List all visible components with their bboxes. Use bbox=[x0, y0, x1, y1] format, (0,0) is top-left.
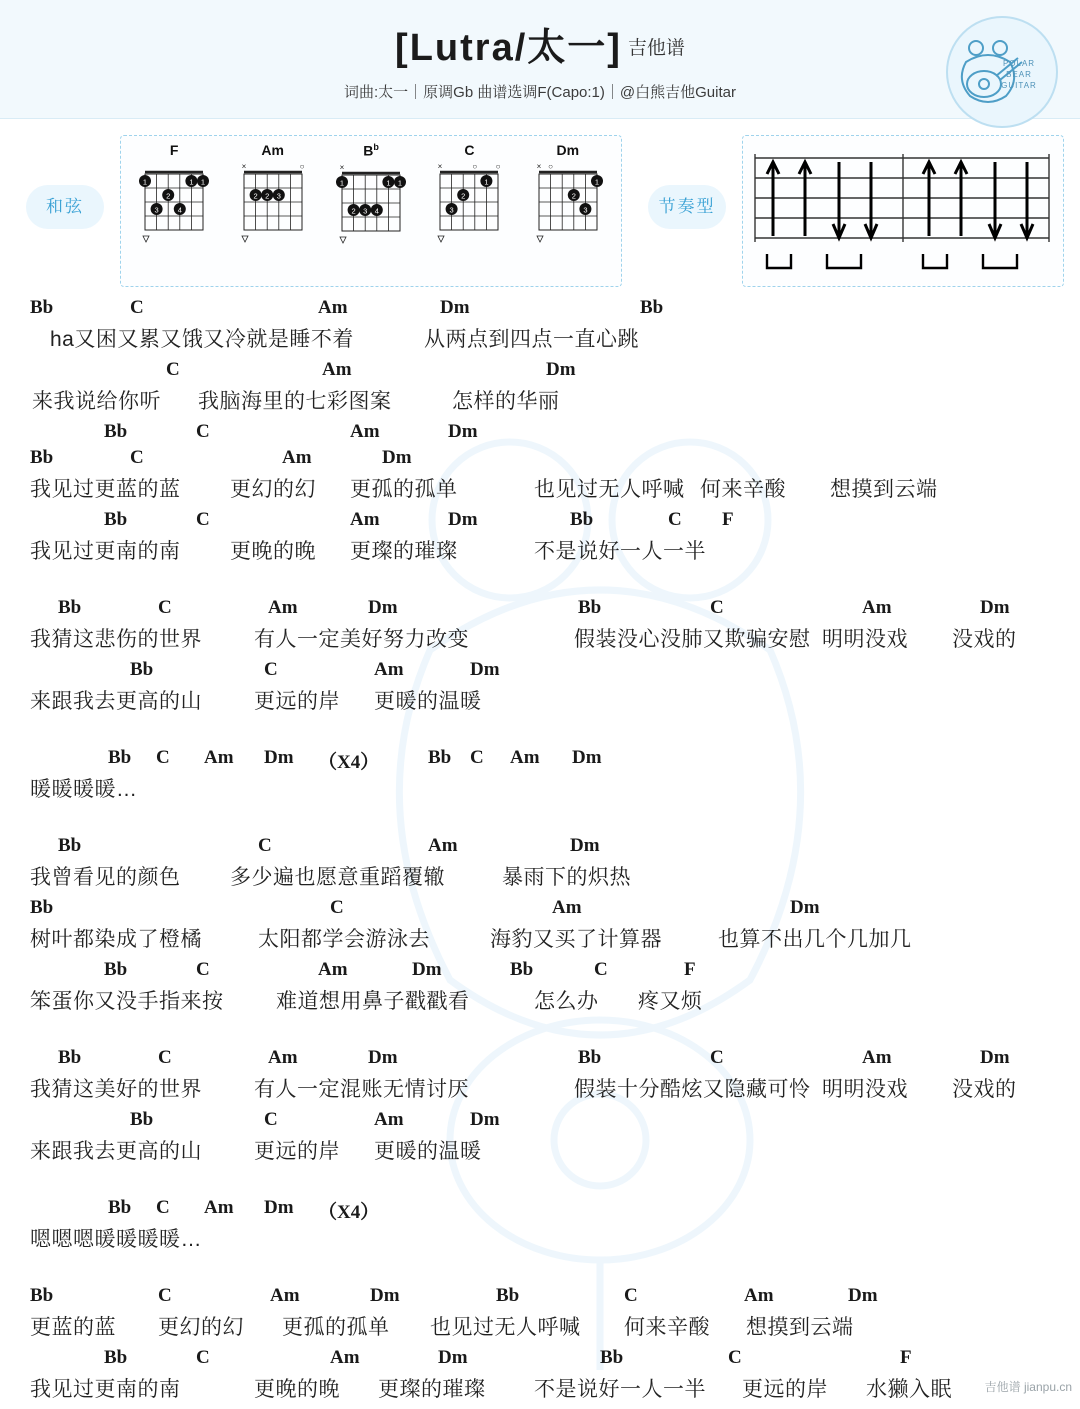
lyric-segment: 更幻的幻 bbox=[158, 1316, 244, 1339]
chord-symbol: C bbox=[158, 1285, 172, 1306]
chord-symbol: Dm bbox=[790, 897, 820, 918]
svg-text:○: ○ bbox=[299, 162, 305, 171]
lyric-segment: 更孤的孤单 bbox=[282, 1316, 390, 1339]
chord-symbol: Am bbox=[510, 747, 540, 768]
chord-grid bbox=[223, 160, 321, 261]
lyric-segment: 暴雨下的炽热 bbox=[502, 866, 631, 889]
lyric-line bbox=[0, 1311, 1080, 1347]
chord-symbol: Bb bbox=[108, 1197, 132, 1218]
chord-symbol: Bb bbox=[104, 421, 128, 442]
sheet-spacer bbox=[0, 571, 1080, 597]
chord-symbol: Am bbox=[330, 1347, 360, 1368]
lyric-segment: 更晚的晚 bbox=[230, 540, 316, 563]
chord-symbol: C bbox=[668, 509, 682, 530]
chord-symbol: C bbox=[258, 835, 272, 856]
chord-line bbox=[0, 835, 1080, 861]
chord-line bbox=[0, 297, 1080, 323]
lyric-segment: 难道想用鼻子戳戳看 bbox=[276, 990, 470, 1013]
chord-symbol: C bbox=[196, 959, 210, 980]
chord-symbol: Bb bbox=[108, 747, 132, 768]
chord-symbol: Am bbox=[862, 597, 892, 618]
chord-symbol: Bb bbox=[58, 1047, 82, 1068]
lyric-segment: 明明没戏 bbox=[822, 1078, 908, 1101]
lyric-line bbox=[0, 1223, 1080, 1259]
chord-symbol: Bb bbox=[30, 897, 54, 918]
lyric-line bbox=[0, 323, 1080, 359]
lyric-segment: 暖暖暖暖… bbox=[30, 778, 138, 801]
chord-symbol: C bbox=[156, 747, 170, 768]
chord-symbol: Am bbox=[318, 959, 348, 980]
chord-symbol: Dm bbox=[470, 659, 500, 680]
svg-text:1: 1 bbox=[143, 177, 148, 187]
lyric-segment: ha又困又累又饿又冷就是睡不着 bbox=[50, 328, 354, 351]
sheet-spacer bbox=[0, 809, 1080, 835]
svg-text:2: 2 bbox=[571, 191, 576, 201]
chord-symbol: Dm bbox=[848, 1285, 878, 1306]
chord-diagram-box bbox=[120, 135, 622, 287]
lyric-line bbox=[0, 385, 1080, 421]
chord-symbol: Dm bbox=[264, 747, 294, 768]
chord-line bbox=[0, 897, 1080, 923]
lyric-segment: 想摸到云端 bbox=[830, 478, 938, 501]
brand-logo-text: POLAR BEAR GUITAR bbox=[1001, 59, 1037, 90]
chord-symbol: C bbox=[158, 597, 172, 618]
chord-symbol: Am bbox=[862, 1047, 892, 1068]
lyric-segment: 没戏的 bbox=[952, 1078, 1017, 1101]
chord-symbol: Bb bbox=[428, 747, 452, 768]
lyric-segment: 从两点到四点一直心跳 bbox=[424, 328, 639, 351]
chord-symbol: Dm bbox=[412, 959, 442, 980]
chord-symbol: C bbox=[156, 1197, 170, 1218]
chord-symbol: Am bbox=[428, 835, 458, 856]
chord-symbol: Bb bbox=[496, 1285, 520, 1306]
svg-text:×: × bbox=[241, 162, 246, 171]
lyric-segment: 假装没心没肺又欺骗安慰 bbox=[574, 628, 811, 651]
sheet-spacer bbox=[0, 1259, 1080, 1285]
chord-diagram-f bbox=[125, 142, 223, 262]
chord-symbol: Bb bbox=[58, 597, 82, 618]
rhythm-section-tag: 节奏型 bbox=[648, 185, 726, 229]
chord-name: F bbox=[169, 142, 179, 158]
lyric-segment: 更远的岸 bbox=[742, 1378, 828, 1401]
chord-symbol: Bb bbox=[30, 297, 54, 318]
brand-logo bbox=[946, 16, 1058, 128]
chord-symbol: Dm bbox=[368, 597, 398, 618]
chord-line bbox=[0, 1285, 1080, 1311]
chord-symbol: C bbox=[166, 359, 180, 380]
footer-credit: 吉他谱 jianpu.cn bbox=[984, 1380, 1072, 1394]
chord-symbol: Dm bbox=[264, 1197, 294, 1218]
chord-diagram-c bbox=[420, 142, 518, 262]
svg-text:3: 3 bbox=[363, 206, 368, 216]
lyric-segment: 更璨的璀璨 bbox=[378, 1378, 486, 1401]
lyric-segment: 我脑海里的七彩图案 bbox=[198, 390, 392, 413]
svg-text:1: 1 bbox=[339, 178, 345, 188]
lyric-segment: 疼又烦 bbox=[638, 990, 703, 1013]
lyric-segment: 海豹又买了计算器 bbox=[490, 928, 662, 951]
lyric-segment: 没戏的 bbox=[952, 628, 1017, 651]
chord-line bbox=[0, 359, 1080, 385]
chord-symbol: Bb bbox=[104, 959, 128, 980]
lyric-segment: 也算不出几个几加几 bbox=[718, 928, 912, 951]
chord-grid bbox=[125, 160, 223, 261]
chord-symbol: Am bbox=[350, 421, 380, 442]
chord-grid bbox=[322, 161, 420, 262]
lyric-segment: 更蓝的蓝 bbox=[30, 1316, 116, 1339]
svg-text:1: 1 bbox=[397, 178, 403, 188]
chord-symbol: Am bbox=[268, 1047, 298, 1068]
svg-text:○: ○ bbox=[548, 162, 553, 171]
svg-text:1: 1 bbox=[594, 177, 599, 187]
svg-text:×: × bbox=[438, 162, 443, 171]
chord-symbol: C bbox=[624, 1285, 638, 1306]
lyric-segment: 怎样的华丽 bbox=[452, 390, 560, 413]
chord-symbol: F bbox=[722, 509, 734, 530]
title-block bbox=[0, 0, 1080, 71]
chord-symbol: （X4） bbox=[318, 1202, 380, 1223]
chord-symbol: Bb bbox=[130, 1109, 154, 1130]
chord-symbol: Bb bbox=[104, 509, 128, 530]
lyric-line bbox=[0, 1073, 1080, 1109]
chord-line bbox=[0, 421, 1080, 447]
chord-line bbox=[0, 1197, 1080, 1223]
lyric-segment: 有人一定美好努力改变 bbox=[254, 628, 469, 651]
chord-line bbox=[0, 447, 1080, 473]
chord-symbol: Am bbox=[744, 1285, 774, 1306]
chord-symbol: Am bbox=[350, 509, 380, 530]
lyric-segment: 我猜这悲伤的世界 bbox=[30, 628, 202, 651]
lyric-segment: 多少遍也愿意重蹈覆辙 bbox=[230, 866, 445, 889]
chord-symbol: Am bbox=[204, 1197, 234, 1218]
page-subtitle: 词曲:太一｜原调Gb 曲谱选调F(Capo:1)｜@白熊吉他Guitar bbox=[344, 84, 736, 101]
chord-symbol: Dm bbox=[382, 447, 412, 468]
lyric-line bbox=[0, 685, 1080, 721]
chord-symbol: Bb bbox=[600, 1347, 624, 1368]
lyric-line bbox=[0, 923, 1080, 959]
lyric-segment: 不是说好一人一半 bbox=[534, 540, 706, 563]
svg-text:2: 2 bbox=[253, 191, 258, 201]
svg-text:○: ○ bbox=[472, 162, 478, 171]
chord-symbol: Am bbox=[374, 1109, 404, 1130]
chord-symbol: Am bbox=[318, 297, 348, 318]
svg-text:1: 1 bbox=[484, 177, 489, 187]
lyric-segment: 嗯嗯嗯暖暖暖暖… bbox=[30, 1228, 202, 1251]
chord-symbol: Dm bbox=[448, 509, 478, 530]
chord-symbol: Bb bbox=[58, 835, 82, 856]
page-header bbox=[0, 0, 1080, 119]
chord-symbol: C bbox=[728, 1347, 742, 1368]
chord-symbol: Bb bbox=[510, 959, 534, 980]
lyric-line bbox=[0, 535, 1080, 571]
chord-line bbox=[0, 597, 1080, 623]
lyric-segment: 何来辛酸 bbox=[700, 478, 786, 501]
lyric-line bbox=[0, 861, 1080, 897]
svg-text:3: 3 bbox=[583, 205, 588, 215]
chord-line bbox=[0, 1109, 1080, 1135]
chord-symbol: Bb bbox=[578, 597, 602, 618]
lyric-segment: 来跟我去更高的山 bbox=[30, 1140, 202, 1163]
chord-symbol: C bbox=[330, 897, 344, 918]
chord-symbol: Dm bbox=[570, 835, 600, 856]
chord-symbol: Bb bbox=[30, 447, 54, 468]
lyric-segment: 也见过无人呼喊 bbox=[534, 478, 685, 501]
chord-symbol: Am bbox=[322, 359, 352, 380]
page-title: [Lutra/太一] bbox=[395, 27, 622, 69]
chord-symbol: C bbox=[710, 1047, 724, 1068]
lyric-segment: 不是说好一人一半 bbox=[534, 1378, 706, 1401]
chord-line bbox=[0, 659, 1080, 685]
svg-text:3: 3 bbox=[449, 205, 455, 215]
svg-text:2: 2 bbox=[264, 191, 269, 201]
lyric-line bbox=[0, 473, 1080, 509]
chord-symbol: C bbox=[264, 659, 278, 680]
sheet-spacer bbox=[0, 1171, 1080, 1197]
chord-name: C bbox=[464, 142, 475, 158]
lyric-segment: 我见过更蓝的蓝 bbox=[30, 478, 181, 501]
lyric-segment: 怎么办 bbox=[534, 990, 599, 1013]
lyric-segment: 更暖的温暖 bbox=[374, 1140, 482, 1163]
lyric-segment: 笨蛋你又没手指来按 bbox=[30, 990, 224, 1013]
lyric-segment: 想摸到云端 bbox=[746, 1316, 854, 1339]
chord-symbol: Bb bbox=[570, 509, 594, 530]
lyric-segment: 更晚的晚 bbox=[254, 1378, 340, 1401]
lyric-segment: 何来辛酸 bbox=[624, 1316, 710, 1339]
chord-symbol: Am bbox=[268, 597, 298, 618]
chord-symbol: Am bbox=[204, 747, 234, 768]
svg-text:1: 1 bbox=[386, 178, 391, 188]
lyric-segment: 更璨的璀璨 bbox=[350, 540, 458, 563]
chord-symbol: Am bbox=[374, 659, 404, 680]
chord-symbol: C bbox=[710, 597, 724, 618]
lyric-line bbox=[0, 623, 1080, 659]
lyric-segment: 我猜这美好的世界 bbox=[30, 1078, 202, 1101]
chord-symbol: Dm bbox=[546, 359, 576, 380]
chord-grid bbox=[420, 160, 518, 261]
lyric-segment: 更远的岸 bbox=[254, 690, 340, 713]
page-title-suffix: 吉他谱 bbox=[627, 38, 685, 59]
chord-symbol: Dm bbox=[368, 1047, 398, 1068]
chord-diagram-b bbox=[322, 142, 420, 262]
chord-symbol: C bbox=[264, 1109, 278, 1130]
chord-symbol: Dm bbox=[980, 1047, 1010, 1068]
chord-symbol: C bbox=[130, 297, 144, 318]
chord-symbol: Bb bbox=[640, 297, 664, 318]
chord-symbol: Bb bbox=[578, 1047, 602, 1068]
svg-text:4: 4 bbox=[374, 206, 379, 216]
lyric-segment: 我见过更南的南 bbox=[30, 1378, 181, 1401]
chord-symbol: Dm bbox=[980, 597, 1010, 618]
chord-symbol: Bb bbox=[30, 1285, 54, 1306]
strumming-pattern-icon bbox=[743, 136, 1061, 284]
lyric-segment: 假装十分酷炫又隐藏可怜 bbox=[574, 1078, 811, 1101]
lyric-segment: 更幻的幻 bbox=[230, 478, 316, 501]
chord-symbol: Dm bbox=[572, 747, 602, 768]
chord-symbol: Dm bbox=[438, 1347, 468, 1368]
chord-symbol: C bbox=[470, 747, 484, 768]
chord-diagram-row bbox=[121, 136, 621, 262]
sheet-spacer bbox=[0, 1021, 1080, 1047]
lyric-line bbox=[0, 773, 1080, 809]
lyric-segment: 来我说给你听 bbox=[32, 390, 161, 413]
chord-symbol: Am bbox=[552, 897, 582, 918]
rhythm-pattern-box bbox=[742, 135, 1064, 287]
diagram-panels bbox=[0, 127, 1080, 295]
svg-text:2: 2 bbox=[461, 191, 466, 201]
chord-line bbox=[0, 747, 1080, 773]
lyric-segment: 更暖的温暖 bbox=[374, 690, 482, 713]
svg-text:3: 3 bbox=[154, 205, 159, 215]
chord-symbol: C bbox=[158, 1047, 172, 1068]
lyrics-sheet bbox=[0, 297, 1080, 1409]
chord-line bbox=[0, 1347, 1080, 1373]
svg-text:1: 1 bbox=[189, 177, 194, 187]
lyric-segment: 来跟我去更高的山 bbox=[30, 690, 202, 713]
lyric-segment: 明明没戏 bbox=[822, 628, 908, 651]
svg-text:2: 2 bbox=[351, 206, 356, 216]
svg-text:○: ○ bbox=[496, 162, 501, 171]
chord-symbol: Am bbox=[282, 447, 312, 468]
chord-symbol: F bbox=[684, 959, 696, 980]
sheet-spacer bbox=[0, 721, 1080, 747]
chord-symbol: F bbox=[900, 1347, 912, 1368]
chord-symbol: Dm bbox=[370, 1285, 400, 1306]
lyric-segment: 我曾看见的颜色 bbox=[30, 866, 181, 889]
lyric-segment: 树叶都染成了橙橘 bbox=[30, 928, 202, 951]
chord-diagram-am bbox=[223, 142, 321, 262]
chord-symbol: （X4） bbox=[318, 752, 380, 773]
chord-symbol: C bbox=[594, 959, 608, 980]
lyric-segment: 更孤的孤单 bbox=[350, 478, 458, 501]
lyric-segment: 太阳都学会游泳去 bbox=[258, 928, 430, 951]
chord-diagram-dm bbox=[519, 142, 617, 262]
lyric-line bbox=[0, 1373, 1080, 1409]
chord-name: Dm bbox=[556, 142, 580, 158]
chord-line bbox=[0, 1047, 1080, 1073]
chord-symbol: C bbox=[196, 509, 210, 530]
chord-symbol: Bb bbox=[104, 1347, 128, 1368]
chord-symbol: Bb bbox=[130, 659, 154, 680]
chord-symbol: Am bbox=[270, 1285, 300, 1306]
lyric-segment: 我见过更南的南 bbox=[30, 540, 181, 563]
chord-line bbox=[0, 509, 1080, 535]
chord-symbol: Dm bbox=[470, 1109, 500, 1130]
chord-section-tag: 和弦 bbox=[26, 185, 104, 229]
lyric-line bbox=[0, 985, 1080, 1021]
chord-grid bbox=[519, 160, 617, 261]
svg-text:4: 4 bbox=[177, 205, 183, 215]
chord-symbol: Dm bbox=[448, 421, 478, 442]
chord-name: Am bbox=[261, 142, 284, 158]
svg-text:1: 1 bbox=[201, 177, 206, 187]
svg-text:2: 2 bbox=[166, 191, 171, 201]
chord-symbol: C bbox=[130, 447, 144, 468]
lyric-line bbox=[0, 1135, 1080, 1171]
lyric-segment: 也见过无人呼喊 bbox=[430, 1316, 581, 1339]
svg-text:×: × bbox=[339, 162, 345, 172]
svg-text:×: × bbox=[536, 162, 542, 171]
lyric-segment: 有人一定混账无情讨厌 bbox=[254, 1078, 469, 1101]
svg-text:3: 3 bbox=[276, 191, 281, 201]
lyric-segment: 更远的岸 bbox=[254, 1140, 340, 1163]
chord-symbol: C bbox=[196, 1347, 210, 1368]
chord-symbol: Dm bbox=[440, 297, 470, 318]
chord-name: $B^b$ bbox=[363, 142, 379, 159]
chord-symbol: C bbox=[196, 421, 210, 442]
lyric-segment: 水獭入眠 bbox=[866, 1378, 952, 1401]
chord-line bbox=[0, 959, 1080, 985]
